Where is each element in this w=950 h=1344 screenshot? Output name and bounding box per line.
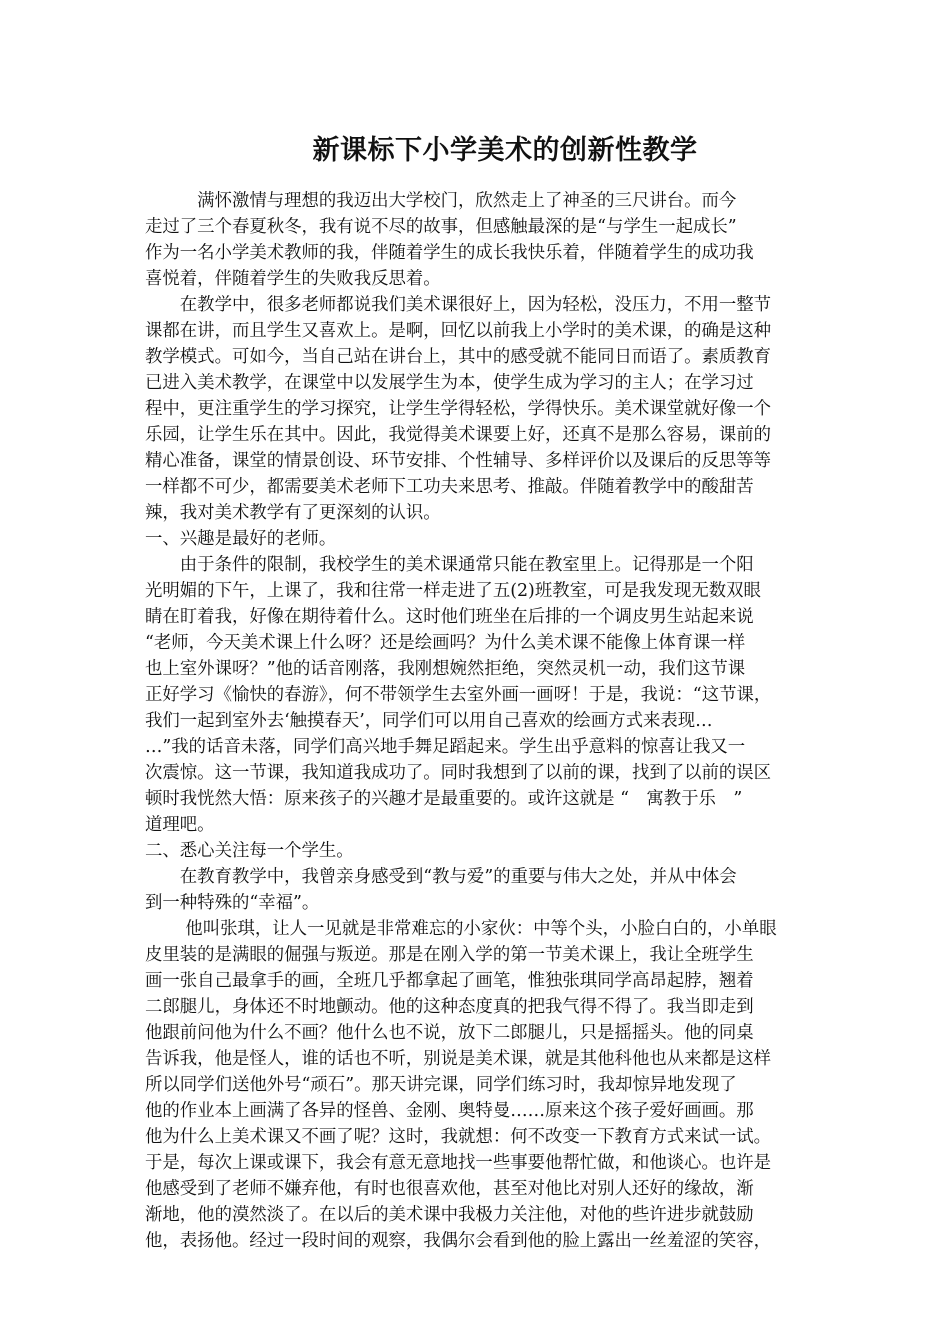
text-line: 他，表扬他。经过一段时间的观察，我偶尔会看到他的脸上露出一丝羞涩的笑容， [145,1231,772,1251]
text-line: 辣，我对美术教学有了更深刻的认识。 [145,503,441,523]
text-line: 教学模式。可如今，当自己站在讲台上，其中的感受就不能同日而语了。素质教育 [145,347,772,367]
text-line: 顿时我恍然大悟：原来孩子的兴趣才是最重要的。或许这就是 “ 寓教于乐 ” [145,789,743,809]
text-line: 精心准备，课堂的情景创设、环节安排、个性辅导、多样评价以及课后的反思等等 [145,451,772,471]
text-line: 作为一名小学美术教师的我，伴随着学生的成长我快乐着，伴随着学生的成功我 [145,243,754,263]
text-line: 皮里装的是满眼的倔强与叛逆。那是在刚入学的第一节美术课上，我让全班学生 [145,945,754,965]
text-line: 满怀激情与理想的我迈出大学校门，欣然走上了神圣的三尺讲台。而今 [145,191,737,211]
text-line: 睛在盯着我，好像在期待着什么。这时他们班坐在后排的一个调皮男生站起来说 [145,607,754,627]
text-line: 所以同学们送他外号“顽石”。那天讲完课，同学们练习时，我却惊异地发现了 [145,1075,737,1095]
text-line: 他的作业本上画满了各异的怪兽、金刚、奥特曼……原来这个孩子爱好画画。那 [145,1101,754,1121]
text-line: 二郎腿儿，身体还不时地颤动。他的这种态度真的把我气得不得了。我当即走到 [145,997,754,1017]
text-line: 渐地，他的漠然淡了。在以后的美术课中我极力关注他，对他的些许进步就鼓励 [145,1205,754,1225]
text-line: 在教学中，很多老师都说我们美术课很好上，因为轻松，没压力，不用一整节 [145,295,772,315]
text-line: 程中，更注重学生的学习探究，让学生学得轻松，学得快乐。美术课堂就好像一个 [145,399,772,419]
text-line: 道理吧。 [145,815,215,835]
text-line: 由于条件的限制，我校学生的美术课通常只能在教室里上。记得那是一个阳 [145,555,754,575]
text-line: 他叫张琪，让人一见就是非常难忘的小家伙：中等个头，小脸白白的，小单眼 [145,919,777,939]
text-line: 二、悉心关注每一个学生。 [145,841,354,861]
text-line: 走过了三个春夏秋冬，我有说不尽的故事，但感触最深的是“与学生一起成长” [145,217,737,237]
text-line: 也上室外课呀？”他的话音刚落，我刚想婉然拒绝，突然灵机一动，我们这节课 [145,659,746,679]
text-line: 他为什么上美术课又不画了呢？这时，我就想：何不改变一下教育方式来试一试。 [145,1127,772,1147]
text-line: 一、兴趣是最好的老师。 [145,529,337,549]
text-line: 告诉我，他是怪人，谁的话也不听，别说是美术课，就是其他科他也从来都是这样 [145,1049,772,1069]
text-line: 乐园，让学生乐在其中。因此，我觉得美术课要上好，还真不是那么容易，课前的 [145,425,772,445]
page-title: 新课标下小学美术的创新性教学 [312,135,698,166]
text-line: “老师，今天美术课上什么呀？还是绘画吗？为什么美术课不能像上体育课一样 [145,633,746,653]
text-line: 我们一起到室外去‘触摸春天’，同学们可以用自己喜欢的绘画方式来表现… [145,711,713,731]
text-line: 他跟前问他为什么不画？他什么也不说，放下二郎腿儿，只是摇摇头。他的同桌 [145,1023,754,1043]
text-line: 课都在讲，而且学生又喜欢上。是啊，回忆以前我上小学时的美术课，的确是这种 [145,321,772,341]
text-line: 光明媚的下午，上课了，我和往常一样走进了五(2)班教室，可是我发现无数双眼 [145,581,761,601]
text-line: …”我的话音未落，同学们高兴地手舞足蹈起来。学生出乎意料的惊喜让我又一 [145,737,746,757]
text-line: 到一种特殊的“幸福”。 [145,893,320,913]
text-line: 一样都不可少，都需要美术老师下工功夫来思考、推敲。伴随着教学中的酸甜苦 [145,477,754,497]
text-line: 在教育教学中，我曾亲身感受到“教与爱”的重要与伟大之处，并从中体会 [145,867,737,887]
text-line: 画一张自己最拿手的画，全班几乎都拿起了画笔，惟独张琪同学高昂起脖，翘着 [145,971,754,991]
text-line: 于是，每次上课或课下，我会有意无意地找一些事要他帮忙做，和他谈心。也许是 [145,1153,772,1173]
text-line: 正好学习《愉快的春游》，何不带领学生去室外画一画呀！于是，我说：“这节课， [145,685,772,705]
text-line: 已进入美术教学，在课堂中以发展学生为本，使学生成为学习的主人；在学习过 [145,373,754,393]
text-line: 他感受到了老师不嫌弃他，有时也很喜欢他，甚至对他比对别人还好的缘故，渐 [145,1179,754,1199]
text-line: 喜悦着，伴随着学生的失败我反思着。 [145,269,441,289]
text-line: 次震惊。这一节课，我知道我成功了。同时我想到了以前的课，找到了以前的误区 [145,763,772,783]
